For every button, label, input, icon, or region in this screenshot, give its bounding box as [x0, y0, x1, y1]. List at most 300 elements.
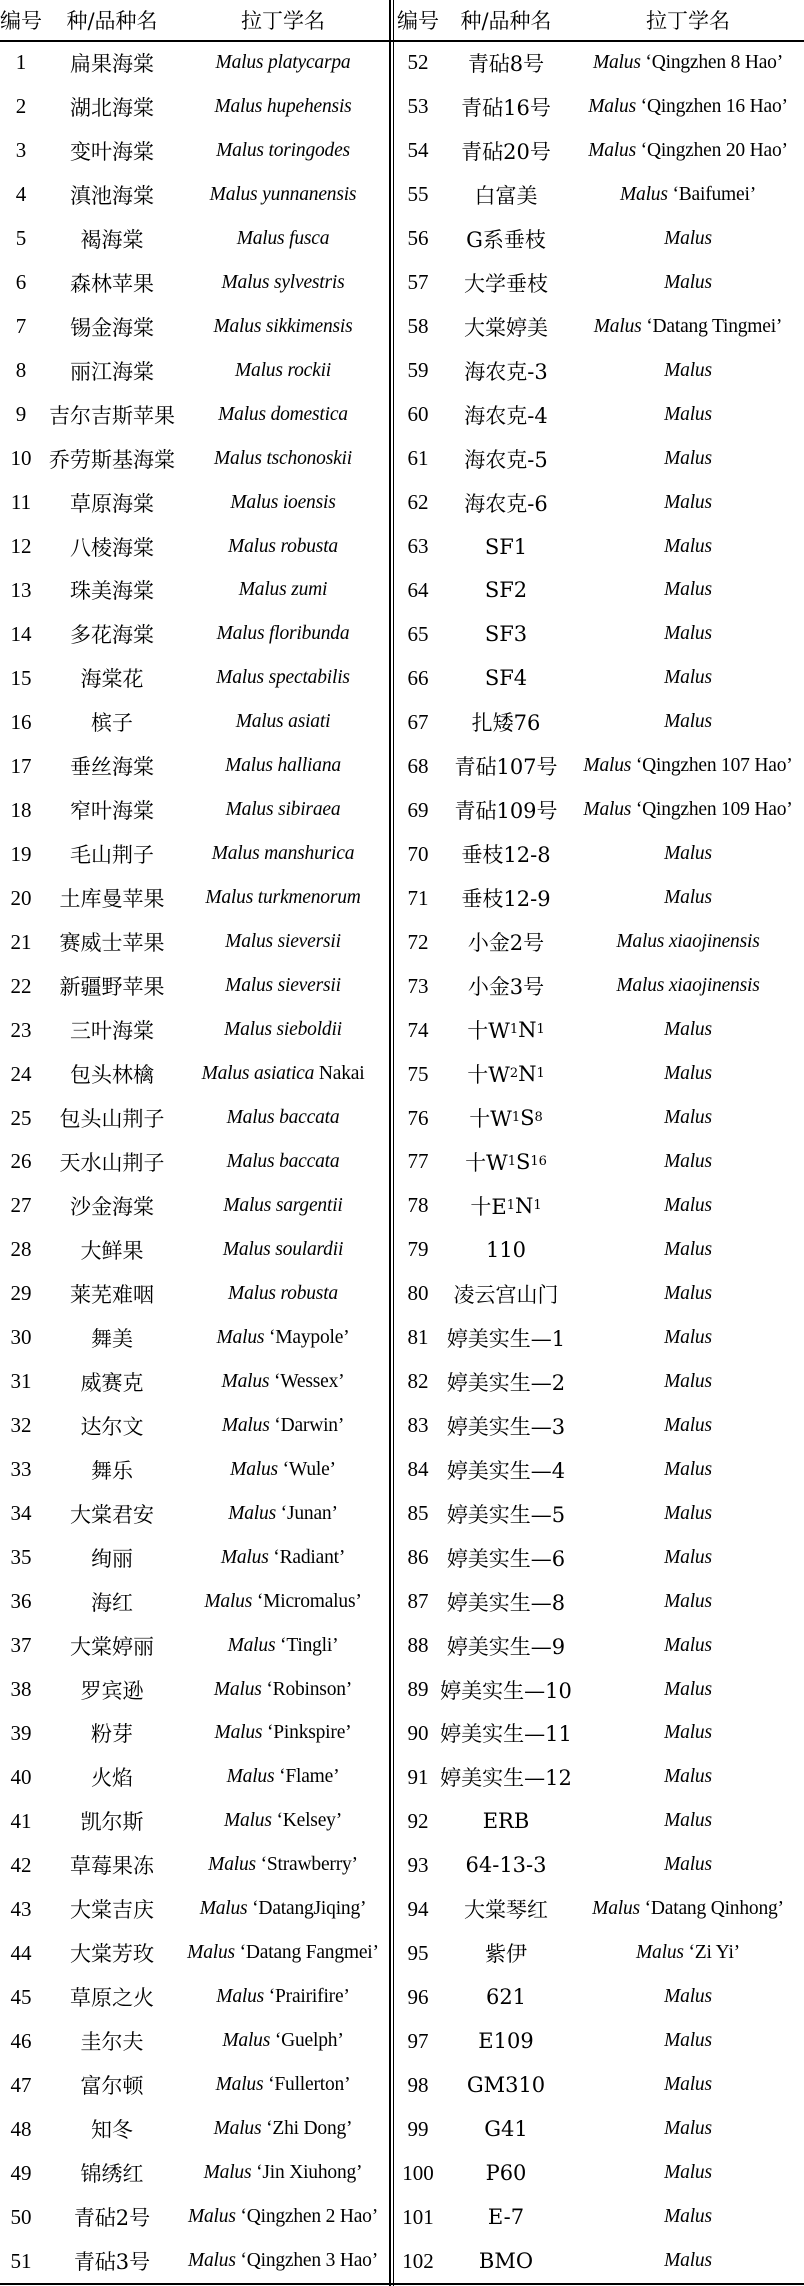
latin-name: Malus [664, 2118, 712, 2140]
latin-name: Malus platycarpa [215, 51, 351, 73]
latin-name: Malus [664, 1063, 712, 1085]
latin-name: Malus zumi [238, 579, 328, 601]
row-number: 34 [10, 1501, 32, 1526]
table-row [0, 1712, 804, 1756]
latin-name: Malus ‘Pinkspire’ [214, 1722, 352, 1744]
row-number: 79 [407, 1237, 429, 1262]
table-row [0, 1272, 804, 1316]
latin-name: Malus ‘Maypole’ [216, 1326, 350, 1348]
row-number: 99 [407, 2116, 429, 2141]
cultivar-name: 富尔顿 [80, 2074, 144, 2099]
cultivar-name: 包头山荆子 [59, 1107, 165, 1132]
cultivar-name: G41 [484, 2117, 528, 2142]
latin-name: Malus ‘Zi Yi’ [636, 1942, 740, 1964]
cultivar-name: BMO [478, 2249, 534, 2273]
cultivar-name: E109 [478, 2029, 534, 2054]
latin-name: Malus [664, 2250, 712, 2271]
latin-name: Malus ‘Micromalus’ [204, 1590, 362, 1612]
header-name-left: 种/品种名 [66, 9, 158, 33]
latin-name: Malus [664, 667, 712, 689]
latin-name: Malus ‘Wule’ [230, 1458, 336, 1480]
latin-name: Malus robusta [228, 535, 338, 557]
cultivar-name: 珠美海棠 [70, 579, 154, 604]
row-number: 16 [10, 709, 32, 734]
cultivar-name: 大棠吉庆 [70, 1898, 154, 1923]
row-number: 25 [10, 1105, 32, 1130]
cultivar-name: 婷美实生—3 [446, 1414, 566, 1439]
cultivar-name: 婷美实生—9 [446, 1634, 566, 1659]
latin-name: Malus ‘Qingzhen 2 Hao’ [187, 2206, 379, 2228]
cultivar-name: ERB [482, 1809, 530, 1834]
row-number: 27 [10, 1193, 32, 1218]
latin-name: Malus ‘Jin Xiuhong’ [203, 2162, 363, 2184]
row-number: 66 [407, 665, 429, 690]
row-number: 32 [10, 1413, 32, 1438]
table-row [0, 1096, 804, 1140]
table-row [0, 393, 804, 437]
cultivar-name: 海农克-4 [464, 403, 548, 428]
latin-name: Malus ‘Qingzhen 107 Hao’ [583, 755, 793, 777]
latin-name: Malus [664, 447, 712, 469]
row-number: 31 [10, 1369, 32, 1394]
row-number: 57 [407, 270, 429, 295]
latin-name: Malus [664, 1502, 712, 1524]
row-number: 23 [10, 1017, 32, 1042]
row-number: 28 [10, 1237, 32, 1262]
table-row [0, 788, 804, 832]
header-num-left: 编号 [0, 9, 42, 33]
header-row [0, 0, 804, 40]
cultivar-name: 草原之火 [70, 1986, 154, 2011]
cultivar-name: 大棠君安 [70, 1502, 154, 1527]
latin-name: Malus ‘Guelph’ [222, 2030, 344, 2052]
latin-name: Malus [664, 535, 712, 557]
row-number: 21 [10, 929, 32, 954]
row-number: 12 [10, 534, 32, 559]
latin-name: Malus [664, 1414, 712, 1436]
row-number: 88 [407, 1633, 429, 1658]
row-number: 44 [10, 1940, 32, 1965]
latin-name: Malus ‘Darwin’ [221, 1414, 345, 1436]
cultivar-name: 青砧20号 [461, 139, 551, 164]
table-row [0, 1140, 804, 1184]
latin-name: Malus [664, 491, 712, 513]
table-row [0, 744, 804, 788]
row-number: 54 [407, 138, 429, 163]
row-number: 50 [10, 2204, 32, 2229]
row-number: 38 [10, 1677, 32, 1702]
cultivar-name: 包头林檎 [70, 1063, 154, 1088]
latin-name: Malus ‘DatangJiqing’ [199, 1898, 367, 1920]
latin-name: Malus yunnanensis [209, 183, 357, 205]
row-number: 56 [407, 226, 429, 251]
row-number: 7 [15, 314, 27, 339]
latin-name: Malus [664, 1194, 712, 1216]
latin-name: Malus baccata [226, 1107, 340, 1129]
table-row [0, 2195, 804, 2239]
cultivar-name: E-7 [487, 2205, 525, 2230]
table-row [0, 1008, 804, 1052]
cultivar-name: 湖北海棠 [70, 95, 154, 120]
cultivar-name: G系垂枝 [466, 227, 546, 252]
latin-name: Malus ‘Datang Fangmei’ [187, 1942, 379, 1964]
table-row [0, 2239, 804, 2283]
row-number: 72 [407, 929, 429, 954]
cultivar-name: P60 [485, 2161, 527, 2186]
table-row [0, 1052, 804, 1096]
cultivar-name: 扁果海棠 [70, 51, 154, 76]
row-number: 8 [15, 358, 27, 383]
cultivar-name: 变叶海棠 [70, 139, 154, 164]
row-number: 26 [10, 1149, 32, 1174]
latin-name: Malus [664, 1107, 712, 1129]
cultivar-name: 海农克-6 [464, 491, 548, 516]
latin-name: Malus [664, 623, 712, 645]
row-number: 58 [407, 314, 429, 339]
cultivar-name: 天水山荆子 [59, 1150, 165, 1175]
table-row [0, 217, 804, 261]
latin-name: Malus ‘Wessex’ [221, 1370, 345, 1392]
latin-name: Malus ‘Robinson’ [213, 1678, 353, 1700]
latin-name: Malus baccata [226, 1150, 340, 1172]
header-num-right: 编号 [397, 9, 439, 33]
row-number: 61 [407, 446, 429, 471]
row-number: 95 [407, 1940, 429, 1965]
row-number: 77 [407, 1149, 429, 1174]
latin-name: Malus asiatica Nakai [201, 1063, 365, 1085]
latin-name: Malus sikkimensis [213, 315, 353, 337]
cultivar-name: 婷美实生—5 [446, 1502, 566, 1527]
cultivar-name: 罗宾逊 [80, 1678, 144, 1703]
row-number: 83 [407, 1413, 429, 1438]
cultivar-name: 十E 1 N 1 [470, 1193, 542, 1219]
row-number: 91 [407, 1764, 429, 1789]
latin-name: Malus [664, 1678, 712, 1700]
table-row [0, 1492, 804, 1536]
latin-name: Malus ‘Strawberry’ [208, 1854, 358, 1876]
row-number: 46 [10, 2028, 32, 2053]
latin-name: Malus ‘Qingzhen 16 Hao’ [588, 95, 788, 117]
latin-name: Malus [664, 887, 712, 909]
table-row [0, 1404, 804, 1448]
row-number: 2 [15, 94, 27, 119]
cultivar-name: 婷美实生—8 [446, 1590, 566, 1615]
latin-name: Malus xiaojinensis [616, 975, 760, 997]
cultivar-name: 八棱海棠 [70, 535, 154, 560]
cultivar-name: SF1 [484, 534, 528, 559]
cultivar-name: 海红 [91, 1590, 133, 1615]
cultivar-name: 64-13-3 [465, 1853, 547, 1878]
latin-name: Malus domestica [218, 403, 348, 425]
cultivar-name: 绚丽 [91, 1546, 133, 1571]
table-row [0, 85, 804, 129]
table-row [0, 2107, 804, 2151]
cultivar-name: 新疆野苹果 [59, 975, 165, 1000]
table-row [0, 41, 804, 85]
cultivar-name: 大棠芳玫 [70, 1942, 154, 1967]
table-row [0, 305, 804, 349]
latin-name: Malus fusca [236, 227, 330, 249]
row-number: 5 [15, 226, 27, 251]
row-number: 59 [407, 358, 429, 383]
latin-name: Malus ‘Kelsey’ [224, 1810, 342, 1832]
row-number: 24 [10, 1061, 32, 1086]
cultivar-name: 扎矮76 [471, 711, 541, 736]
row-number: 13 [10, 577, 32, 602]
latin-name: Malus sargentii [223, 1194, 343, 1216]
cultivar-name: 土库曼苹果 [59, 887, 165, 912]
latin-name: Malus rockii [234, 359, 331, 381]
latin-name: Malus ‘Datang Tingmei’ [593, 315, 783, 337]
latin-name: Malus [664, 1986, 712, 2008]
latin-name: Malus [664, 711, 712, 733]
row-number: 70 [407, 841, 429, 866]
cultivar-name: 青砧2号 [73, 2206, 151, 2231]
row-number: 101 [402, 2204, 434, 2229]
cultivar-name: 草莓果冻 [70, 1854, 154, 1879]
latin-name: Malus [664, 1546, 712, 1568]
cultivar-name: 火焰 [91, 1766, 133, 1791]
cultivar-name: 凌云宫山门 [453, 1282, 559, 1307]
cultivar-name: 海棠花 [80, 667, 144, 692]
table-row [0, 1536, 804, 1580]
latin-name: Malus ‘Qingzhen 8 Hao’ [592, 51, 784, 73]
table-row [0, 1843, 804, 1887]
row-number: 15 [10, 665, 32, 690]
latin-name: Malus manshurica [211, 843, 355, 865]
row-number: 9 [15, 402, 27, 427]
cultivar-name: 凯尔斯 [80, 1810, 144, 1835]
latin-name: Malus robusta [228, 1282, 338, 1304]
cultivar-name: 威赛克 [80, 1370, 144, 1395]
latin-name: Malus [664, 1282, 712, 1304]
latin-name: Malus ‘Prairifire’ [216, 1986, 350, 2008]
row-number: 65 [407, 621, 429, 646]
cultivar-name: 知冬 [91, 2118, 133, 2143]
row-number: 80 [407, 1281, 429, 1306]
cultivar-name: 草原海棠 [70, 491, 154, 516]
latin-name: Malus sieversii [225, 931, 341, 953]
cultivar-name: 乔劳斯基海棠 [49, 447, 175, 472]
table-row [0, 1931, 804, 1975]
latin-name: Malus [664, 2162, 712, 2184]
latin-name: Malus [664, 843, 712, 865]
cultivar-name: 锡金海棠 [70, 315, 154, 340]
latin-name: Malus [664, 2030, 712, 2052]
cultivar-name: 锦绣红 [80, 2162, 144, 2187]
table-row [0, 920, 804, 964]
cultivar-name: 森林苹果 [70, 271, 154, 296]
row-number: 82 [407, 1369, 429, 1394]
cultivar-name: 粉芽 [91, 1722, 133, 1747]
latin-name: Malus halliana [225, 755, 341, 777]
table-row [0, 437, 804, 481]
cultivar-name: 三叶海棠 [70, 1019, 154, 1044]
row-number: 18 [10, 797, 32, 822]
cultivar-name: 小金2号 [467, 931, 545, 956]
row-number: 55 [407, 182, 429, 207]
cultivar-name: 莱芜难咽 [70, 1282, 154, 1307]
row-number: 84 [407, 1457, 429, 1482]
cultivar-name: 圭尔夫 [80, 2030, 144, 2055]
table-row [0, 1624, 804, 1668]
cultivar-name: 舞美 [91, 1326, 133, 1351]
cultivar-name: 褐海棠 [80, 227, 144, 252]
row-number: 42 [10, 1852, 32, 1877]
latin-name: Malus sieboldii [224, 1019, 342, 1041]
table-row [0, 1755, 804, 1799]
cultivar-name: 青砧107号 [454, 755, 558, 780]
cultivar-name: 婷美实生—10 [440, 1678, 572, 1703]
table-row [0, 569, 804, 613]
latin-name: Malus [664, 1766, 712, 1788]
latin-name: Malus [664, 1634, 712, 1656]
row-number: 37 [10, 1633, 32, 1658]
row-number: 51 [10, 2248, 32, 2273]
row-number: 10 [10, 446, 32, 471]
cultivar-name: 舞乐 [91, 1458, 133, 1483]
cultivar-name: 垂枝12-8 [461, 843, 551, 868]
row-number: 90 [407, 1720, 429, 1745]
table-row [0, 700, 804, 744]
cultivar-name: 621 [485, 1985, 527, 2010]
latin-name: Malus [664, 1150, 712, 1172]
row-number: 86 [407, 1545, 429, 1570]
latin-name: Malus [664, 1854, 712, 1876]
cultivar-name: 窄叶海棠 [70, 799, 154, 824]
row-number: 6 [15, 270, 27, 295]
row-number: 20 [10, 885, 32, 910]
row-number: 63 [407, 534, 429, 559]
latin-name: Malus ‘Baifumei’ [619, 183, 756, 205]
latin-name: Malus asiati [235, 711, 331, 733]
latin-name: Malus [664, 1019, 712, 1041]
header-latin-left: 拉丁学名 [241, 9, 325, 33]
row-number: 75 [407, 1061, 429, 1086]
table-row [0, 525, 804, 569]
row-number: 97 [407, 2028, 429, 2053]
bottom-rule [0, 2283, 804, 2285]
latin-name: Malus ‘Flame’ [226, 1766, 340, 1788]
row-number: 78 [407, 1193, 429, 1218]
row-number: 100 [402, 2160, 434, 2185]
latin-name: Malus [664, 1722, 712, 1744]
row-number: 11 [10, 490, 32, 515]
cultivar-name: 大学垂枝 [464, 271, 548, 296]
row-number: 96 [407, 1984, 429, 2009]
cultivar-name: 大棠婷丽 [70, 1634, 154, 1659]
cultivar-name: 槟子 [91, 711, 133, 736]
latin-name: Malus turkmenorum [205, 887, 361, 909]
cultivar-name: GM310 [466, 2073, 546, 2098]
table-row [0, 1448, 804, 1492]
cultivar-name: 大棠婷美 [464, 315, 548, 340]
table-row [0, 2019, 804, 2063]
table-row [0, 1799, 804, 1843]
row-number: 22 [10, 973, 32, 998]
latin-name: Malus [664, 1458, 712, 1480]
latin-name: Malus [664, 579, 712, 601]
latin-name: Malus tschonoskii [214, 447, 352, 469]
row-number: 69 [407, 797, 429, 822]
cultivar-name: 多花海棠 [70, 623, 154, 648]
table-row [0, 261, 804, 305]
row-number: 98 [407, 2072, 429, 2097]
latin-name: Malus hupehensis [214, 95, 352, 117]
row-number: 74 [407, 1017, 429, 1042]
cultivar-name: 婷美实生—6 [446, 1546, 566, 1571]
latin-name: Malus ‘Junan’ [228, 1502, 338, 1524]
row-number: 43 [10, 1896, 32, 1921]
row-number: 81 [407, 1325, 429, 1350]
latin-name: Malus [664, 1370, 712, 1392]
row-number: 64 [407, 577, 429, 602]
cultivar-name: 达尔文 [80, 1414, 144, 1439]
table-row [0, 1228, 804, 1272]
row-number: 17 [10, 753, 32, 778]
row-number: 39 [10, 1720, 32, 1745]
cultivar-name: 青砧3号 [73, 2250, 151, 2274]
table-row [0, 481, 804, 525]
latin-name: Malus [664, 271, 712, 293]
cultivar-name: 婷美实生—12 [440, 1766, 572, 1791]
latin-name: Malus sylvestris [221, 271, 345, 293]
row-number: 89 [407, 1677, 429, 1702]
cultivar-name: 青砧8号 [467, 51, 545, 76]
cultivar-name: 青砧16号 [461, 95, 551, 120]
cultivar-name: 海农克-3 [464, 359, 548, 384]
row-number: 1 [15, 50, 27, 75]
table-row [0, 1360, 804, 1404]
row-number: 94 [407, 1896, 429, 1921]
latin-name: Malus [664, 2074, 712, 2096]
row-number: 68 [407, 753, 429, 778]
latin-name: Malus xiaojinensis [616, 931, 760, 953]
row-number: 30 [10, 1325, 32, 1350]
header-name-right: 种/品种名 [460, 9, 552, 33]
cultivar-name: 婷美实生—11 [440, 1722, 572, 1747]
row-number: 67 [407, 709, 429, 734]
latin-name: Malus [664, 227, 712, 249]
latin-name: Malus ‘Fullerton’ [215, 2074, 351, 2096]
latin-name: Malus [664, 2206, 712, 2228]
row-number: 60 [407, 402, 429, 427]
table-row [0, 2151, 804, 2195]
cultivar-name: 垂枝12-9 [461, 887, 551, 912]
latin-name: Malus ‘Datang Qinhong’ [592, 1898, 784, 1920]
row-number: 87 [407, 1589, 429, 1614]
table-row [0, 1668, 804, 1712]
cultivar-name: 赛威士苹果 [59, 931, 165, 956]
row-number: 73 [407, 973, 429, 998]
cultivar-name: 十W 1 S 8 [469, 1106, 543, 1132]
cultivar-name: 十W 2 N 1 [467, 1062, 545, 1088]
header-latin-right: 拉丁学名 [646, 9, 730, 33]
latin-name: Malus ‘Zhi Dong’ [213, 2118, 353, 2140]
cultivar-name: 滇池海棠 [70, 183, 154, 208]
row-number: 93 [407, 1852, 429, 1877]
cultivar-name: 大棠琴红 [464, 1898, 548, 1923]
row-number: 14 [10, 621, 32, 646]
row-number: 4 [15, 182, 27, 207]
latin-name: Malus soulardii [222, 1238, 344, 1260]
cultivar-name: 沙金海棠 [70, 1194, 154, 1219]
row-number: 48 [10, 2116, 32, 2141]
row-number: 33 [10, 1457, 32, 1482]
row-number: 36 [10, 1589, 32, 1614]
row-number: 52 [407, 50, 429, 75]
cultivar-name: 海农克-5 [464, 447, 548, 472]
